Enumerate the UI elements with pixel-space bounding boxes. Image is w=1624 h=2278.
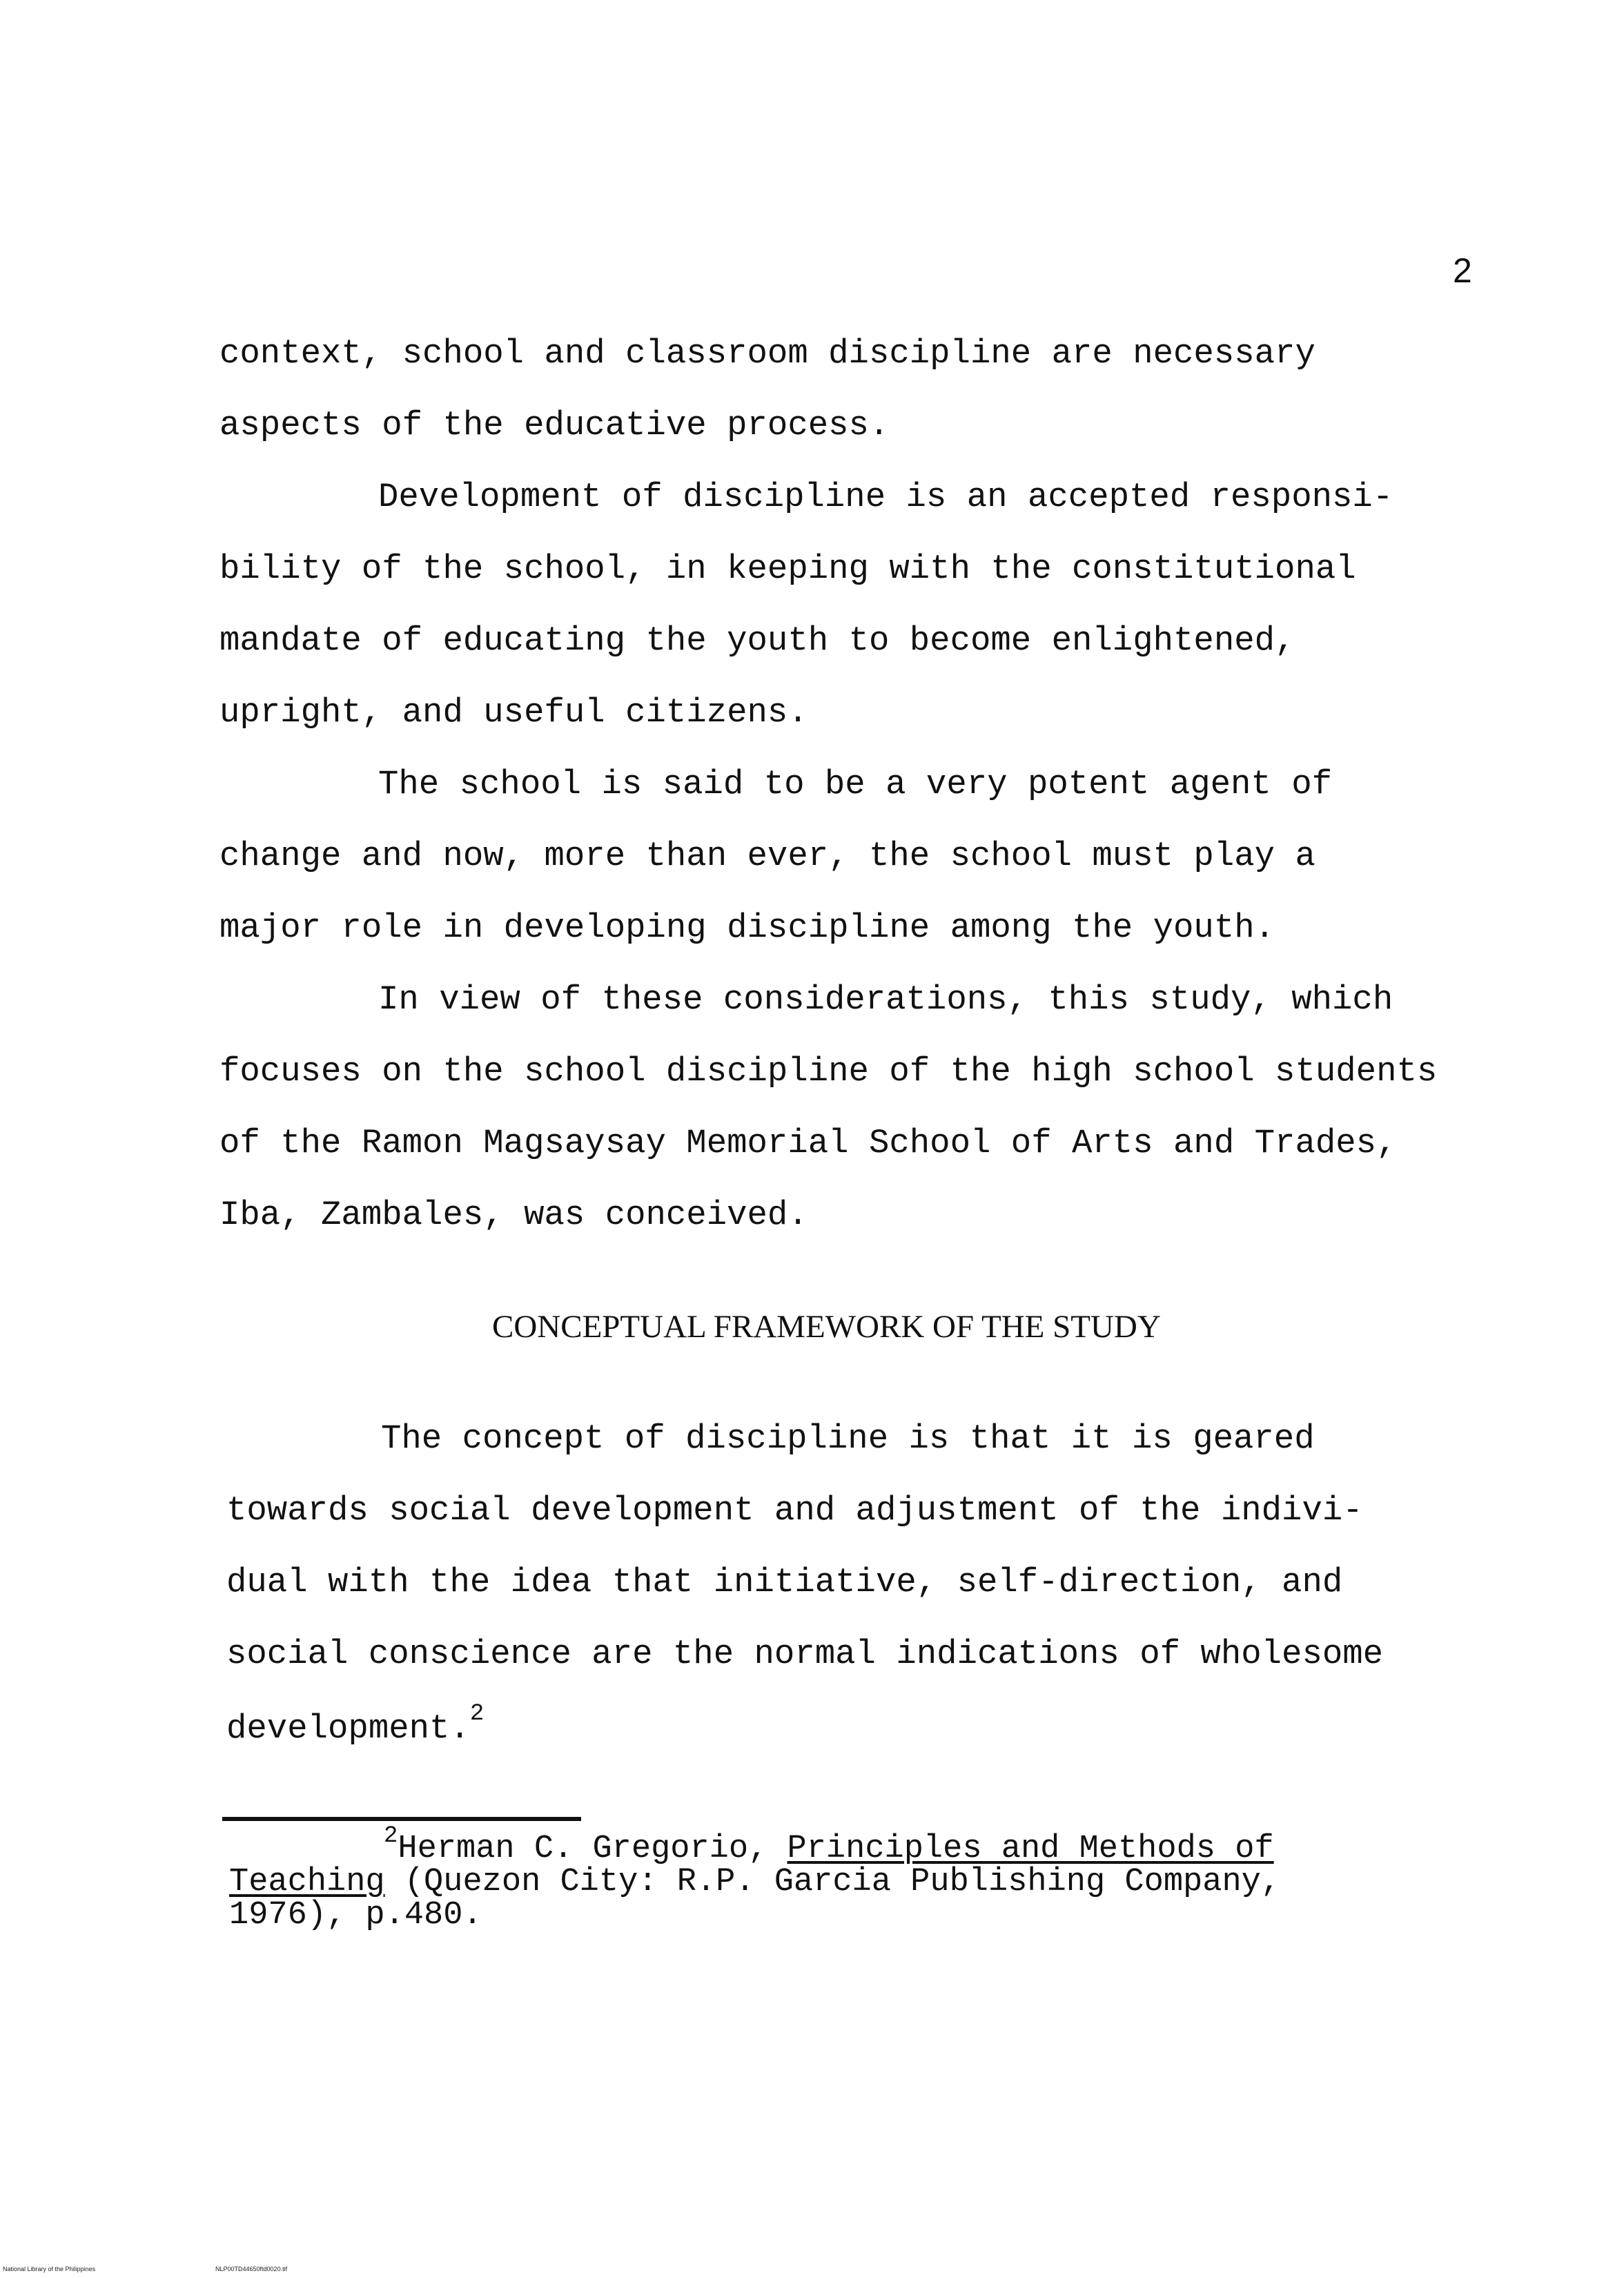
body-line-5: mandate of educating the youth to become enlightened, (219, 621, 1295, 660)
footnote-reference: 2 (469, 1701, 485, 1727)
footnote-publisher: (Quezon City: R.P. Garcia Publishing Company, (384, 1864, 1281, 1900)
footnote-title-part2: Teaching (229, 1864, 385, 1900)
footnote-number: 2 (384, 1823, 398, 1849)
footnote-author: Herman C. Gregorio, (398, 1831, 787, 1867)
body-line-4: bility of the school, in keeping with the constitutional (219, 549, 1356, 588)
framework-line-5-text: development. (226, 1709, 470, 1748)
body-line-10: In view of these considerations, this study, which (378, 980, 1393, 1019)
body-line-3: Development of discipline is an accepted responsi- (378, 478, 1393, 516)
body-line-7: The school is said to be a very potent agent of (378, 765, 1333, 804)
framework-line-1: The concept of discipline is that it is geared (381, 1419, 1315, 1458)
section-heading: CONCEPTUAL FRAMEWORK OF THE STUDY (492, 1309, 1161, 1345)
footnote-line-2 (229, 1865, 1280, 1900)
footnote-line-3: 1976), p.480. (229, 1897, 482, 1934)
footnote-line-1 (384, 1823, 1274, 1867)
framework-line-5 (226, 1701, 485, 1749)
body-line-6: upright, and useful citizens. (219, 693, 808, 732)
footer-library: National Library of the Philippines (3, 2266, 96, 2272)
page-number: 2 (1453, 251, 1472, 290)
body-line-2: aspects of the educative process. (219, 406, 890, 445)
body-line-11: focuses on the school discipline of the high school students (219, 1052, 1438, 1091)
footnote-title-part1: Principles and Methods of (787, 1831, 1274, 1867)
framework-line-3: dual with the idea that initiative, self-direction, and (226, 1563, 1343, 1602)
framework-line-4: social conscience are the normal indications of wholesome (226, 1635, 1384, 1673)
footer-file: NLP00TD44650ftd0020.tif (215, 2266, 288, 2272)
framework-line-2: towards social development and adjustment of the indivi- (226, 1491, 1363, 1530)
body-line-1: context, school and classroom discipline are necessary (219, 334, 1315, 373)
body-line-8: change and now, more than ever, the school must play a (219, 837, 1315, 875)
body-line-9: major role in developing discipline among the youth. (219, 908, 1275, 947)
footnote-rule (222, 1817, 581, 1821)
body-line-13: Iba, Zambales, was conceived. (219, 1196, 808, 1234)
body-line-12: of the Ramon Magsaysay Memorial School of Arts and Trades, (219, 1124, 1397, 1162)
